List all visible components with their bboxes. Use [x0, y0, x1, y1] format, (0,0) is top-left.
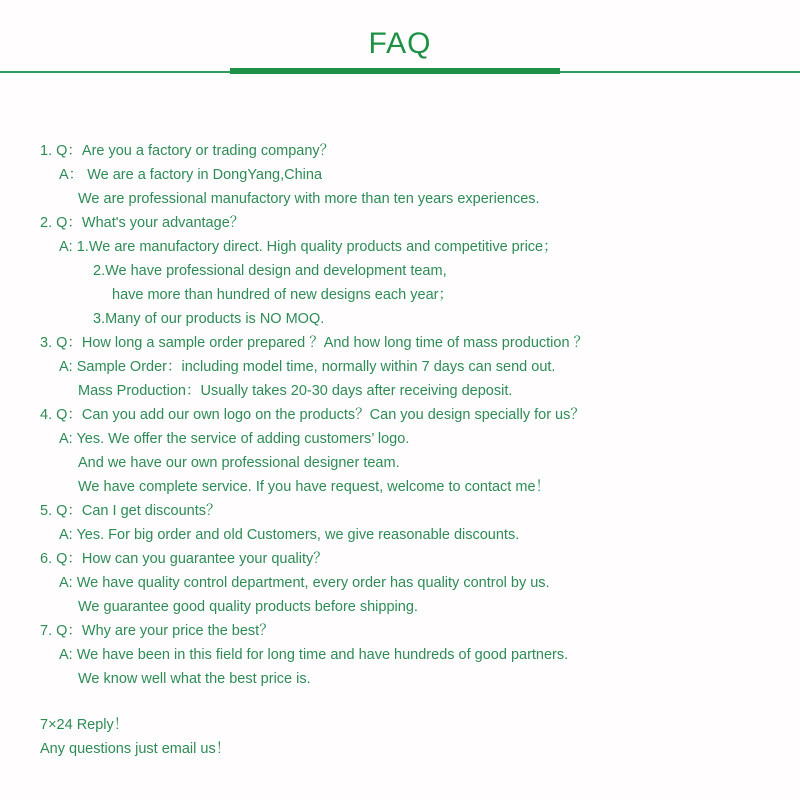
faq-answer-line: Mass Production：Usually takes 20-30 days after receiving deposit.	[78, 383, 513, 399]
faq-question-line: 4. Q：Can you add our own logo on the products？Can you design specially for us？	[40, 407, 585, 423]
faq-content	[0, 74, 800, 761]
faq-item	[0, 619, 800, 691]
faq-answer-line: We are professional manufactory with more than ten years experiences.	[78, 191, 540, 207]
faq-answer-line: A: Sample Order：including model time, normally within 7 days can send out.	[59, 359, 556, 375]
faq-item	[0, 211, 800, 331]
faq-answer-line: We have complete service. If you have request, welcome to contact me！	[78, 479, 551, 495]
faq-question-line: 5. Q：Can I get discounts？	[40, 503, 221, 519]
faq-answer-line: We guarantee good quality products before shipping.	[78, 599, 418, 615]
faq-question-line: 2. Q：What's your advantage？	[40, 215, 245, 231]
faq-list	[0, 74, 800, 691]
faq-answer-line: 3.Many of our products is NO MOQ.	[93, 311, 325, 327]
faq-answer-line: A: We have been in this field for long time and have hundreds of good partners.	[59, 647, 569, 663]
faq-item	[0, 547, 800, 619]
faq-answer-line: A: 1.We are manufactory direct. High quality products and competitive price；	[59, 239, 558, 255]
faq-item	[0, 499, 800, 547]
faq-closing-line: Any questions just email us！	[40, 741, 231, 757]
page-title: FAQ	[368, 27, 432, 60]
faq-item	[0, 331, 800, 403]
faq-question-line: 7. Q：Why are your price the best？	[40, 623, 274, 639]
faq-answer-line: 2.We have professional design and development team,	[93, 263, 447, 279]
faq-item	[0, 74, 800, 211]
faq-answer-line: A: We have quality control department, every order has quality control by us.	[59, 575, 550, 591]
faq-answer-line: A: Yes. For big order and old Customers, we give reasonable discounts.	[59, 527, 520, 543]
faq-answer-line: A： We are a factory in DongYang,China	[59, 167, 323, 183]
faq-answer-line: We know well what the best price is.	[78, 671, 311, 687]
faq-answer-line: have more than hundred of new designs each year；	[112, 287, 453, 303]
faq-item	[0, 403, 800, 499]
faq-answer-line: A: Yes. We offer the service of adding customers’ logo.	[59, 431, 410, 447]
faq-answer-line: And we have our own professional designer team.	[78, 455, 400, 471]
faq-question-line: 1. Q：Are you a factory or trading company？	[40, 143, 335, 159]
faq-question-line: 6. Q：How can you guarantee your quality？	[40, 551, 328, 567]
faq-closing-notes	[0, 691, 800, 761]
faq-question-line: 3. Q：How long a sample order prepared ？And how long time of mass production ？	[40, 335, 589, 351]
faq-header	[0, 0, 800, 74]
faq-closing-line: 7×24 Reply！	[40, 717, 129, 733]
